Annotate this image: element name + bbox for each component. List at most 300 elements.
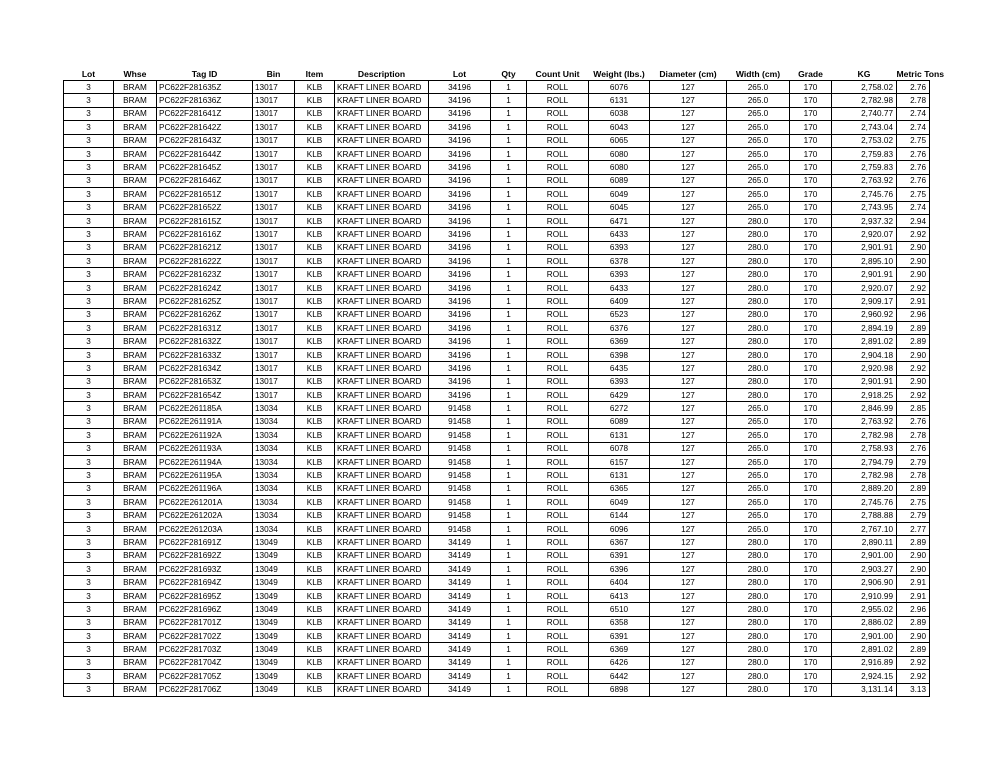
count-unit-cell: ROLL: [527, 94, 589, 107]
table-row: [64, 295, 930, 308]
lot-cell: 3: [64, 147, 114, 160]
item-cell: KLB: [295, 536, 335, 549]
qty-cell: 1: [491, 188, 527, 201]
metric-tons-cell: 2.90: [897, 549, 930, 562]
grade-cell: 170: [790, 107, 832, 120]
description-cell: KRAFT LINER BOARD: [335, 402, 429, 415]
lot-cell: 3: [64, 362, 114, 375]
width-cell: 280.0: [727, 549, 790, 562]
count-unit-cell: ROLL: [527, 429, 589, 442]
qty-cell: 1: [491, 469, 527, 482]
item-cell: KLB: [295, 201, 335, 214]
bin-cell: 13017: [253, 375, 295, 388]
lot-cell: 3: [64, 603, 114, 616]
description-cell: KRAFT LINER BOARD: [335, 348, 429, 361]
qty-cell: 1: [491, 362, 527, 375]
kg-cell: 2,918.25: [832, 388, 897, 401]
column-header: Tag ID: [191, 68, 218, 79]
table-row: [64, 362, 930, 375]
table-row: [64, 670, 930, 683]
lot-number-cell: 34149: [429, 563, 491, 576]
description-cell: KRAFT LINER BOARD: [335, 81, 429, 94]
grade-cell: 170: [790, 375, 832, 388]
item-cell: KLB: [295, 228, 335, 241]
qty-cell: 1: [491, 670, 527, 683]
count-unit-cell: ROLL: [527, 121, 589, 134]
qty-cell: 1: [491, 630, 527, 643]
grade-cell: 170: [790, 295, 832, 308]
width-cell: 265.0: [727, 509, 790, 522]
description-cell: KRAFT LINER BOARD: [335, 429, 429, 442]
lot-cell: 3: [64, 482, 114, 495]
grade-cell: 170: [790, 94, 832, 107]
tag-id-cell: PC622F281705Z: [157, 670, 253, 683]
lot-number-cell: 34196: [429, 268, 491, 281]
item-cell: KLB: [295, 107, 335, 120]
diameter-cell: 127: [650, 134, 727, 147]
metric-tons-cell: 2.96: [897, 603, 930, 616]
description-cell: KRAFT LINER BOARD: [335, 576, 429, 589]
qty-cell: 1: [491, 268, 527, 281]
lot-cell: 3: [64, 174, 114, 187]
tag-id-cell: PC622E261196A: [157, 482, 253, 495]
kg-cell: 2,955.02: [832, 603, 897, 616]
tag-id-cell: PC622F281646Z: [157, 174, 253, 187]
diameter-cell: 127: [650, 536, 727, 549]
kg-cell: 2,901.91: [832, 241, 897, 254]
item-cell: KLB: [295, 174, 335, 187]
kg-cell: 2,745.76: [832, 188, 897, 201]
lot-number-cell: 34196: [429, 201, 491, 214]
tag-id-cell: PC622F281632Z: [157, 335, 253, 348]
grade-cell: 170: [790, 429, 832, 442]
weight-lbs-cell: 6523: [589, 308, 650, 321]
description-cell: KRAFT LINER BOARD: [335, 94, 429, 107]
lot-number-cell: 34196: [429, 94, 491, 107]
lot-cell: 3: [64, 161, 114, 174]
table-row: [64, 281, 930, 294]
grade-cell: 170: [790, 388, 832, 401]
lot-number-cell: 34196: [429, 335, 491, 348]
qty-cell: 1: [491, 388, 527, 401]
description-cell: KRAFT LINER BOARD: [335, 214, 429, 227]
bin-cell: 13017: [253, 94, 295, 107]
table-row: [64, 348, 930, 361]
diameter-cell: 127: [650, 576, 727, 589]
item-cell: KLB: [295, 188, 335, 201]
tag-id-cell: PC622F281621Z: [157, 241, 253, 254]
count-unit-cell: ROLL: [527, 322, 589, 335]
kg-cell: 2,894.19: [832, 322, 897, 335]
tag-id-cell: PC622F281701Z: [157, 616, 253, 629]
lot-cell: 3: [64, 442, 114, 455]
diameter-cell: 127: [650, 268, 727, 281]
lot-cell: 3: [64, 509, 114, 522]
diameter-cell: 127: [650, 81, 727, 94]
kg-cell: 2,891.02: [832, 335, 897, 348]
lot-number-cell: 34149: [429, 630, 491, 643]
table-row: [64, 147, 930, 160]
kg-cell: 2,788.88: [832, 509, 897, 522]
lot-number-cell: 91458: [429, 509, 491, 522]
tag-id-cell: PC622F281702Z: [157, 630, 253, 643]
weight-lbs-cell: 6393: [589, 241, 650, 254]
diameter-cell: 127: [650, 455, 727, 468]
qty-cell: 1: [491, 241, 527, 254]
metric-tons-cell: 2.74: [897, 201, 930, 214]
whse-cell: BRAM: [114, 630, 157, 643]
count-unit-cell: ROLL: [527, 402, 589, 415]
kg-cell: 3,131.14: [832, 683, 897, 696]
table-row: [64, 683, 930, 696]
tag-id-cell: PC622F281616Z: [157, 228, 253, 241]
diameter-cell: 127: [650, 429, 727, 442]
lot-cell: 3: [64, 429, 114, 442]
grade-cell: 170: [790, 522, 832, 535]
lot-cell: 3: [64, 121, 114, 134]
grade-cell: 170: [790, 683, 832, 696]
diameter-cell: 127: [650, 174, 727, 187]
tag-id-cell: PC622F281642Z: [157, 121, 253, 134]
bin-cell: 13034: [253, 522, 295, 535]
tag-id-cell: PC622E261203A: [157, 522, 253, 535]
whse-cell: BRAM: [114, 134, 157, 147]
qty-cell: 1: [491, 536, 527, 549]
item-cell: KLB: [295, 455, 335, 468]
metric-tons-cell: 2.96: [897, 308, 930, 321]
description-cell: KRAFT LINER BOARD: [335, 442, 429, 455]
item-cell: KLB: [295, 134, 335, 147]
weight-lbs-cell: 6049: [589, 188, 650, 201]
column-header: Whse: [123, 68, 147, 79]
lot-cell: 3: [64, 322, 114, 335]
item-cell: KLB: [295, 348, 335, 361]
grade-cell: 170: [790, 214, 832, 227]
tag-id-cell: PC622F281645Z: [157, 161, 253, 174]
diameter-cell: 127: [650, 442, 727, 455]
count-unit-cell: ROLL: [527, 415, 589, 428]
tag-id-cell: PC622E261185A: [157, 402, 253, 415]
lot-number-cell: 34149: [429, 536, 491, 549]
weight-lbs-cell: 6045: [589, 201, 650, 214]
grade-cell: 170: [790, 455, 832, 468]
qty-cell: 1: [491, 214, 527, 227]
width-cell: 265.0: [727, 442, 790, 455]
table-row: [64, 630, 930, 643]
metric-tons-cell: 2.85: [897, 402, 930, 415]
item-cell: KLB: [295, 415, 335, 428]
bin-cell: 13017: [253, 81, 295, 94]
column-header: Width (cm): [735, 68, 781, 79]
tag-id-cell: PC622F281696Z: [157, 603, 253, 616]
diameter-cell: 127: [650, 589, 727, 602]
table-row: [64, 429, 930, 442]
lot-number-cell: 34196: [429, 121, 491, 134]
whse-cell: BRAM: [114, 670, 157, 683]
table-row: [64, 549, 930, 562]
count-unit-cell: ROLL: [527, 281, 589, 294]
whse-cell: BRAM: [114, 348, 157, 361]
tag-id-cell: PC622F281641Z: [157, 107, 253, 120]
bin-cell: 13049: [253, 683, 295, 696]
width-cell: 280.0: [727, 536, 790, 549]
grade-cell: 170: [790, 482, 832, 495]
whse-cell: BRAM: [114, 402, 157, 415]
tag-id-cell: PC622F281625Z: [157, 295, 253, 308]
bin-cell: 13034: [253, 429, 295, 442]
bin-cell: 13017: [253, 362, 295, 375]
grade-cell: 170: [790, 563, 832, 576]
table-row: [64, 134, 930, 147]
item-cell: KLB: [295, 81, 335, 94]
whse-cell: BRAM: [114, 228, 157, 241]
description-cell: KRAFT LINER BOARD: [335, 563, 429, 576]
lot-cell: 3: [64, 295, 114, 308]
width-cell: 280.0: [727, 375, 790, 388]
diameter-cell: 127: [650, 308, 727, 321]
bin-cell: 13049: [253, 616, 295, 629]
lot-cell: 3: [64, 348, 114, 361]
qty-cell: 1: [491, 107, 527, 120]
whse-cell: BRAM: [114, 241, 157, 254]
lot-number-cell: 91458: [429, 415, 491, 428]
lot-number-cell: 34196: [429, 375, 491, 388]
width-cell: 280.0: [727, 308, 790, 321]
lot-number-cell: 91458: [429, 442, 491, 455]
weight-lbs-cell: 6413: [589, 589, 650, 602]
kg-cell: 2,758.02: [832, 81, 897, 94]
kg-cell: 2,763.92: [832, 174, 897, 187]
whse-cell: BRAM: [114, 362, 157, 375]
width-cell: 265.0: [727, 81, 790, 94]
weight-lbs-cell: 6433: [589, 281, 650, 294]
count-unit-cell: ROLL: [527, 442, 589, 455]
item-cell: KLB: [295, 362, 335, 375]
weight-lbs-cell: 6409: [589, 295, 650, 308]
qty-cell: 1: [491, 134, 527, 147]
weight-lbs-cell: 6043: [589, 121, 650, 134]
table-row: [64, 643, 930, 656]
description-cell: KRAFT LINER BOARD: [335, 455, 429, 468]
lot-cell: 3: [64, 94, 114, 107]
width-cell: 280.0: [727, 214, 790, 227]
kg-cell: 2,889.20: [832, 482, 897, 495]
bin-cell: 13017: [253, 174, 295, 187]
bin-cell: 13034: [253, 469, 295, 482]
diameter-cell: 127: [650, 107, 727, 120]
lot-cell: 3: [64, 536, 114, 549]
count-unit-cell: ROLL: [527, 469, 589, 482]
diameter-cell: 127: [650, 482, 727, 495]
metric-tons-cell: 2.89: [897, 616, 930, 629]
count-unit-cell: ROLL: [527, 603, 589, 616]
lot-number-cell: 34196: [429, 147, 491, 160]
description-cell: KRAFT LINER BOARD: [335, 335, 429, 348]
weight-lbs-cell: 6510: [589, 603, 650, 616]
qty-cell: 1: [491, 81, 527, 94]
weight-lbs-cell: 6404: [589, 576, 650, 589]
kg-cell: 2,891.02: [832, 643, 897, 656]
metric-tons-cell: 2.91: [897, 576, 930, 589]
lot-number-cell: 34149: [429, 603, 491, 616]
column-header: Weight (lbs.): [593, 68, 645, 79]
description-cell: KRAFT LINER BOARD: [335, 469, 429, 482]
qty-cell: 1: [491, 402, 527, 415]
metric-tons-cell: 2.90: [897, 375, 930, 388]
column-header: Item: [305, 68, 324, 79]
qty-cell: 1: [491, 94, 527, 107]
weight-lbs-cell: 6898: [589, 683, 650, 696]
kg-cell: 2,743.04: [832, 121, 897, 134]
lot-number-cell: 34196: [429, 241, 491, 254]
grade-cell: 170: [790, 616, 832, 629]
lot-cell: 3: [64, 335, 114, 348]
tag-id-cell: PC622F281703Z: [157, 643, 253, 656]
bin-cell: 13017: [253, 147, 295, 160]
bin-cell: 13017: [253, 335, 295, 348]
metric-tons-cell: 2.75: [897, 496, 930, 509]
count-unit-cell: ROLL: [527, 388, 589, 401]
tag-id-cell: PC622F281652Z: [157, 201, 253, 214]
grade-cell: 170: [790, 174, 832, 187]
diameter-cell: 127: [650, 375, 727, 388]
weight-lbs-cell: 6157: [589, 455, 650, 468]
count-unit-cell: ROLL: [527, 81, 589, 94]
grade-cell: 170: [790, 496, 832, 509]
diameter-cell: 127: [650, 188, 727, 201]
whse-cell: BRAM: [114, 576, 157, 589]
whse-cell: BRAM: [114, 522, 157, 535]
count-unit-cell: ROLL: [527, 268, 589, 281]
whse-cell: BRAM: [114, 603, 157, 616]
count-unit-cell: ROLL: [527, 616, 589, 629]
kg-cell: 2,910.99: [832, 589, 897, 602]
table-row: [64, 402, 930, 415]
lot-cell: 3: [64, 134, 114, 147]
lot-number-cell: 34149: [429, 616, 491, 629]
table-row: [64, 255, 930, 268]
description-cell: KRAFT LINER BOARD: [335, 161, 429, 174]
whse-cell: BRAM: [114, 415, 157, 428]
metric-tons-cell: 2.77: [897, 522, 930, 535]
bin-cell: 13034: [253, 496, 295, 509]
metric-tons-cell: 2.90: [897, 563, 930, 576]
width-cell: 265.0: [727, 94, 790, 107]
bin-cell: 13017: [253, 322, 295, 335]
lot-number-cell: 34196: [429, 228, 491, 241]
diameter-cell: 127: [650, 322, 727, 335]
lot-number-cell: 34196: [429, 214, 491, 227]
width-cell: 280.0: [727, 322, 790, 335]
weight-lbs-cell: 6065: [589, 134, 650, 147]
metric-tons-cell: 2.75: [897, 188, 930, 201]
count-unit-cell: ROLL: [527, 630, 589, 643]
tag-id-cell: PC622F281633Z: [157, 348, 253, 361]
width-cell: 280.0: [727, 576, 790, 589]
metric-tons-cell: 2.89: [897, 643, 930, 656]
grade-cell: 170: [790, 121, 832, 134]
tag-id-cell: PC622F281615Z: [157, 214, 253, 227]
width-cell: 265.0: [727, 522, 790, 535]
bin-cell: 13017: [253, 255, 295, 268]
tag-id-cell: PC622F281704Z: [157, 656, 253, 669]
lot-number-cell: 91458: [429, 482, 491, 495]
grade-cell: 170: [790, 348, 832, 361]
count-unit-cell: ROLL: [527, 335, 589, 348]
qty-cell: 1: [491, 174, 527, 187]
width-cell: 280.0: [727, 616, 790, 629]
bin-cell: 13017: [253, 188, 295, 201]
description-cell: KRAFT LINER BOARD: [335, 281, 429, 294]
description-cell: KRAFT LINER BOARD: [335, 630, 429, 643]
kg-cell: 2,924.15: [832, 670, 897, 683]
description-cell: KRAFT LINER BOARD: [335, 228, 429, 241]
count-unit-cell: ROLL: [527, 563, 589, 576]
width-cell: 265.0: [727, 415, 790, 428]
diameter-cell: 127: [650, 469, 727, 482]
weight-lbs-cell: 6131: [589, 94, 650, 107]
diameter-cell: 127: [650, 161, 727, 174]
bin-cell: 13034: [253, 415, 295, 428]
item-cell: KLB: [295, 121, 335, 134]
bin-cell: 13034: [253, 455, 295, 468]
count-unit-cell: ROLL: [527, 522, 589, 535]
item-cell: KLB: [295, 214, 335, 227]
bin-cell: 13049: [253, 576, 295, 589]
qty-cell: 1: [491, 201, 527, 214]
description-cell: KRAFT LINER BOARD: [335, 322, 429, 335]
weight-lbs-cell: 6096: [589, 522, 650, 535]
description-cell: KRAFT LINER BOARD: [335, 295, 429, 308]
width-cell: 280.0: [727, 589, 790, 602]
grade-cell: 170: [790, 322, 832, 335]
kg-cell: 2,901.91: [832, 268, 897, 281]
column-header: Description: [357, 68, 406, 79]
kg-cell: 2,937.32: [832, 214, 897, 227]
kg-cell: 2,745.76: [832, 496, 897, 509]
weight-lbs-cell: 6378: [589, 255, 650, 268]
qty-cell: 1: [491, 656, 527, 669]
tag-id-cell: PC622E261191A: [157, 415, 253, 428]
count-unit-cell: ROLL: [527, 536, 589, 549]
lot-number-cell: 91458: [429, 469, 491, 482]
kg-cell: 2,846.99: [832, 402, 897, 415]
table-row: [64, 188, 930, 201]
grade-cell: 170: [790, 415, 832, 428]
metric-tons-cell: 2.74: [897, 121, 930, 134]
count-unit-cell: ROLL: [527, 295, 589, 308]
item-cell: KLB: [295, 94, 335, 107]
item-cell: KLB: [295, 469, 335, 482]
description-cell: KRAFT LINER BOARD: [335, 134, 429, 147]
description-cell: KRAFT LINER BOARD: [335, 509, 429, 522]
diameter-cell: 127: [650, 643, 727, 656]
tag-id-cell: PC622F281636Z: [157, 94, 253, 107]
item-cell: KLB: [295, 656, 335, 669]
lot-number-cell: 34149: [429, 656, 491, 669]
tag-id-cell: PC622F281624Z: [157, 281, 253, 294]
weight-lbs-cell: 6396: [589, 563, 650, 576]
metric-tons-cell: 2.78: [897, 469, 930, 482]
table-row: [64, 201, 930, 214]
kg-cell: 2,960.92: [832, 308, 897, 321]
lot-number-cell: 34149: [429, 670, 491, 683]
diameter-cell: 127: [650, 603, 727, 616]
description-cell: KRAFT LINER BOARD: [335, 362, 429, 375]
count-unit-cell: ROLL: [527, 683, 589, 696]
item-cell: KLB: [295, 268, 335, 281]
bin-cell: 13017: [253, 268, 295, 281]
